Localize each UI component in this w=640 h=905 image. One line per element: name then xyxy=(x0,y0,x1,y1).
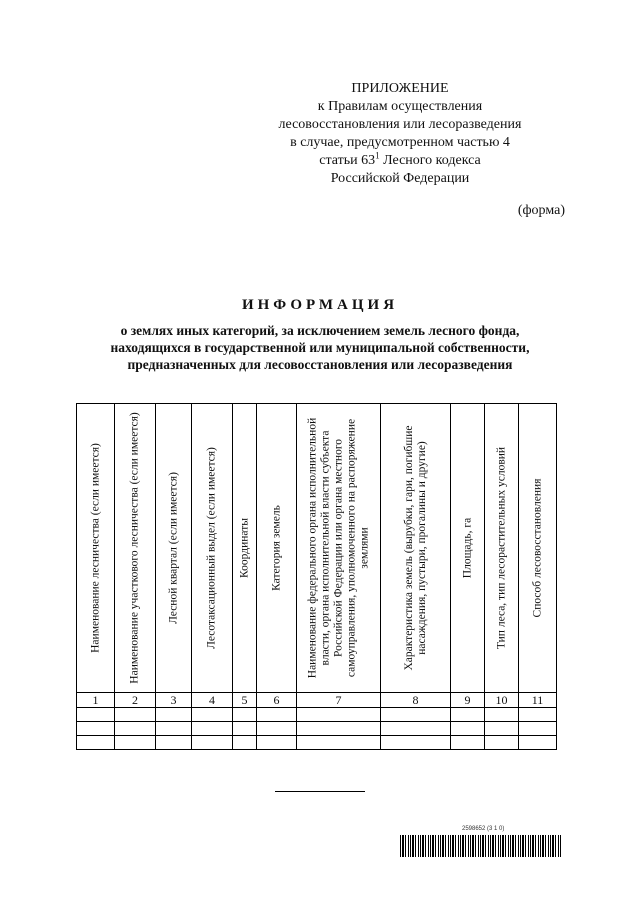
table-cell[interactable] xyxy=(233,736,257,750)
appendix-line: лесовосстановления или лесоразведения xyxy=(278,117,522,132)
appendix-line: Российской Федерации xyxy=(330,171,470,186)
appendix-title: ПРИЛОЖЕНИЕ xyxy=(351,81,449,96)
table-header-cell xyxy=(297,404,381,693)
header-text: Тип леса, тип лесорастительных условий xyxy=(495,446,507,650)
table-cell[interactable] xyxy=(519,722,557,736)
table-cell[interactable] xyxy=(115,736,156,750)
subtitle-line: находящихся в государственной или муниципальной собственности, xyxy=(110,340,530,355)
table-cell[interactable] xyxy=(257,708,297,722)
table-header-cell xyxy=(115,404,156,693)
table-cell[interactable] xyxy=(485,708,519,722)
column-number: 1 xyxy=(77,693,115,708)
table-cell[interactable] xyxy=(156,722,192,736)
header-text: Координаты xyxy=(238,518,250,578)
form-table xyxy=(76,403,557,750)
header-text: Наименование лесничества (если имеется) xyxy=(89,443,101,653)
appendix-block xyxy=(270,80,530,188)
table-cell[interactable] xyxy=(192,736,233,750)
table-cell[interactable] xyxy=(115,708,156,722)
table-header-cell xyxy=(519,404,557,693)
appendix-line: к Правилам осуществления xyxy=(317,99,483,114)
table-cell[interactable] xyxy=(115,722,156,736)
header-text: Лесной квартал (если имеется) xyxy=(167,472,179,624)
table-cell[interactable] xyxy=(77,708,115,722)
table-cell[interactable] xyxy=(451,708,485,722)
header-text: Наименование участкового лесничества (если имеется) xyxy=(128,412,141,684)
appendix-code: Лесного кодекса xyxy=(379,153,481,168)
table-cell[interactable] xyxy=(233,722,257,736)
table-header-cell xyxy=(77,404,115,693)
table-cell[interactable] xyxy=(485,722,519,736)
column-number: 6 xyxy=(257,693,297,708)
table-header-cell xyxy=(485,404,519,693)
column-number: 9 xyxy=(451,693,485,708)
appendix-line: в случае, предусмотренном частью 4 xyxy=(290,135,510,150)
header-text: Лесотаксационный выдел (если имеется) xyxy=(205,447,218,649)
table-header-cell xyxy=(233,404,257,693)
table-row xyxy=(77,708,557,722)
table-cell[interactable] xyxy=(77,722,115,736)
header-text: Характеристика земель (вырубки, гари, погибшие насаждения, пустыри, прогалины и другие) xyxy=(402,425,428,671)
table-cell[interactable] xyxy=(156,736,192,750)
table-header-cell xyxy=(156,404,192,693)
document-title: ИНФОРМАЦИЯ xyxy=(241,297,399,313)
table-cell[interactable] xyxy=(156,708,192,722)
table-row xyxy=(77,736,557,750)
column-number: 7 xyxy=(297,693,381,708)
footnote-divider xyxy=(275,791,365,792)
appendix-line xyxy=(270,152,530,170)
column-number: 4 xyxy=(192,693,233,708)
table-cell[interactable] xyxy=(381,708,451,722)
barcode-number: 2598652 (3 1 0) xyxy=(462,826,505,832)
table-cell[interactable] xyxy=(451,722,485,736)
table-header-cell xyxy=(451,404,485,693)
table-cell[interactable] xyxy=(297,708,381,722)
table-cell[interactable] xyxy=(297,722,381,736)
table-header-row xyxy=(77,404,557,693)
column-number: 11 xyxy=(519,693,557,708)
table-number-row xyxy=(77,693,557,708)
header-text: Площадь, га xyxy=(461,517,473,579)
appendix-article: статьи 63 xyxy=(319,153,376,168)
appendix-article-superscript: 1 xyxy=(375,150,380,161)
table-cell[interactable] xyxy=(485,736,519,750)
table-cell[interactable] xyxy=(381,736,451,750)
table-cell[interactable] xyxy=(519,708,557,722)
table-cell[interactable] xyxy=(192,708,233,722)
subtitle-line: предназначенных для лесовосстановления или лесоразведения xyxy=(127,357,513,372)
table-cell[interactable] xyxy=(519,736,557,750)
header-text: Способ лесовосстановления xyxy=(531,478,543,618)
form-label: (форма) xyxy=(517,203,565,218)
table-cell[interactable] xyxy=(257,736,297,750)
table-header-cell xyxy=(257,404,297,693)
table-row xyxy=(77,722,557,736)
document-subtitle xyxy=(80,322,560,373)
table-cell[interactable] xyxy=(257,722,297,736)
column-number: 8 xyxy=(381,693,451,708)
column-number: 3 xyxy=(156,693,192,708)
column-number: 2 xyxy=(115,693,156,708)
table-header-cell xyxy=(192,404,233,693)
header-text: Наименование федерального органа исполнительной власти, органа исполнительной власти субъекта Российской Федерации или органа местного самоуправления, уполномоченного на распоряжение землями xyxy=(306,417,370,679)
table-cell[interactable] xyxy=(77,736,115,750)
table-cell[interactable] xyxy=(192,722,233,736)
subtitle-line: о землях иных категорий, за исключением земель лесного фонда, xyxy=(120,323,520,338)
column-number: 10 xyxy=(485,693,519,708)
table-cell[interactable] xyxy=(233,708,257,722)
header-text: Категория земель xyxy=(270,505,282,591)
table-header-cell xyxy=(381,404,451,693)
table-cell[interactable] xyxy=(297,736,381,750)
table-cell[interactable] xyxy=(381,722,451,736)
column-number: 5 xyxy=(233,693,257,708)
table-cell[interactable] xyxy=(451,736,485,750)
barcode-icon xyxy=(400,835,562,857)
